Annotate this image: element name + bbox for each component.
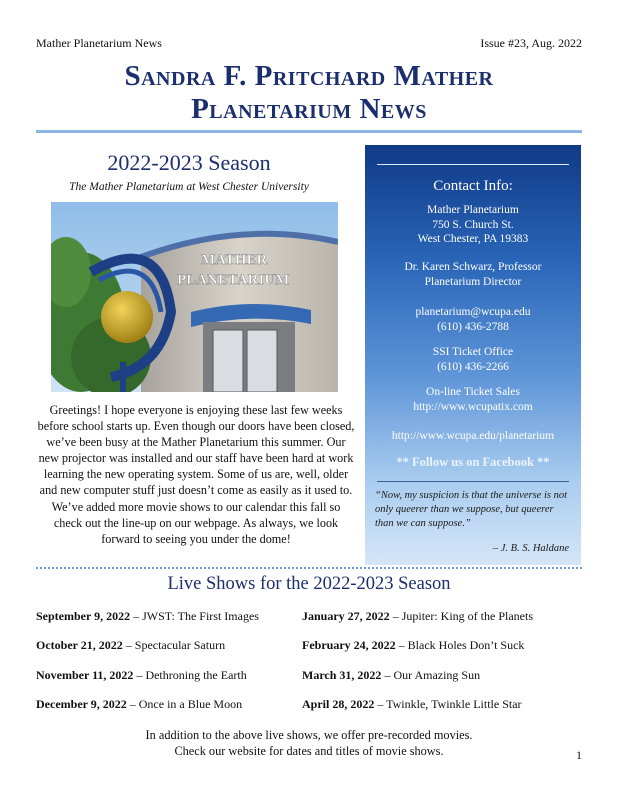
quote-author: – J. B. S. Haldane: [492, 543, 569, 554]
show-date: December 9, 2022: [36, 696, 127, 711]
show-title: – Twinkle, Twinkle Little Star: [374, 696, 522, 711]
shows-list-fall: [36, 609, 306, 726]
show-date: January 27, 2022: [302, 609, 390, 623]
shows-list-spring: [302, 609, 592, 726]
ticket-office-phone: (610) 436-2266: [437, 360, 509, 373]
online-sales-block: [365, 385, 581, 414]
show-title: – Jupiter: King of the Planets: [389, 609, 534, 623]
movies-note-line-2: Check our website for dates and titles of movie shows.: [174, 743, 444, 758]
online-sales-label: On-line Ticket Sales: [426, 386, 520, 398]
ticket-website-link[interactable]: http://www.wcupatix.com: [413, 400, 533, 413]
haldane-quote: “Now, my suspicion is that the universe is not only queerer than we suppose, but queerer than we can suppose.”: [375, 490, 568, 529]
phone-number: (610) 436-2788: [437, 320, 509, 333]
show-title: – Once in a Blue Moon: [126, 696, 243, 711]
contact-sidebar: [365, 145, 581, 565]
greeting-paragraph: Greetings! I hope everyone is enjoying these last few weeks before school starts up. Even though our doors have been closed, we’ve been busy at the Mather Planetarium this summer. Our new projector was installed and our staff have been hard at work learning the new operating system. Some of us are, well, older and new computer stuff just doesn’t come as easily as it used to. We’ve added more movie shows to our calendar this fall so check out the line-up on our webpage. As always, we look forward to seeing you under the dome!: [37, 403, 355, 546]
movies-note: [36, 728, 582, 759]
sign-line-1: MATHER: [201, 252, 268, 268]
page-title: [20, 60, 598, 126]
show-date: February 24, 2022: [302, 638, 396, 653]
title-divider: [36, 130, 582, 133]
title-line-1: Sandra F. Pritchard Mather: [124, 60, 494, 92]
show-date: March 31, 2022: [302, 667, 382, 682]
show-item: [36, 609, 306, 638]
sign-line-2: PLANETARIUM: [177, 272, 290, 288]
address-line: Mather Planetarium: [427, 204, 519, 216]
show-title: – Spectacular Saturn: [122, 638, 226, 653]
email-phone-block: [365, 305, 581, 334]
address-line: 750 S. Church St.: [432, 218, 514, 231]
title-line-2: Planetarium News: [191, 93, 427, 125]
ticket-office-block: [365, 345, 581, 374]
newsletter-name: Mather Planetarium News: [36, 36, 162, 50]
movies-note-line-1: In addition to the above live shows, we offer pre-recorded movies.: [145, 728, 473, 742]
address-line: West Chester, PA 19383: [417, 233, 529, 245]
show-title: – Dethroning the Earth: [133, 667, 247, 682]
show-title: – Black Holes Don’t Suck: [395, 638, 525, 653]
show-date: November 11, 2022: [36, 667, 134, 682]
show-date: September 9, 2022: [36, 609, 131, 623]
page-number: 1: [576, 748, 582, 762]
planetarium-photo: [51, 202, 338, 392]
ticket-office-label: SSI Ticket Office: [432, 346, 514, 358]
show-item: [36, 697, 306, 726]
show-date: April 28, 2022: [302, 696, 375, 711]
website-link[interactable]: http://www.wcupa.edu/planetarium: [391, 430, 555, 442]
season-subtitle: The Mather Planetarium at West Chester University: [69, 181, 309, 193]
sidebar-divider-top: [377, 164, 569, 165]
show-title: – Our Amazing Sun: [381, 667, 481, 682]
season-title: 2022-2023 Season: [107, 150, 271, 175]
show-item: [302, 638, 592, 667]
sidebar-divider-bottom: [377, 481, 569, 482]
contact-title: Contact Info:: [433, 178, 513, 194]
director-title: Planetarium Director: [424, 275, 522, 288]
show-item: [302, 609, 592, 638]
show-item: [302, 697, 592, 726]
facebook-link[interactable]: ** Follow us on Facebook **: [396, 455, 550, 469]
show-item: [36, 668, 306, 697]
issue-info: Issue #23, Aug. 2022: [480, 36, 582, 50]
director-block: [365, 260, 581, 289]
shows-divider: [36, 567, 582, 569]
shows-title: Live Shows for the 2022-2023 Season: [167, 574, 451, 594]
show-date: October 21, 2022: [36, 638, 123, 653]
email-link[interactable]: planetarium@wcupa.edu: [415, 306, 531, 318]
show-title: – JWST: The First Images: [130, 609, 259, 623]
director-name: Dr. Karen Schwarz, Professor: [404, 261, 542, 273]
show-item: [302, 668, 592, 697]
address-block: [365, 203, 581, 247]
show-item: [36, 638, 306, 667]
